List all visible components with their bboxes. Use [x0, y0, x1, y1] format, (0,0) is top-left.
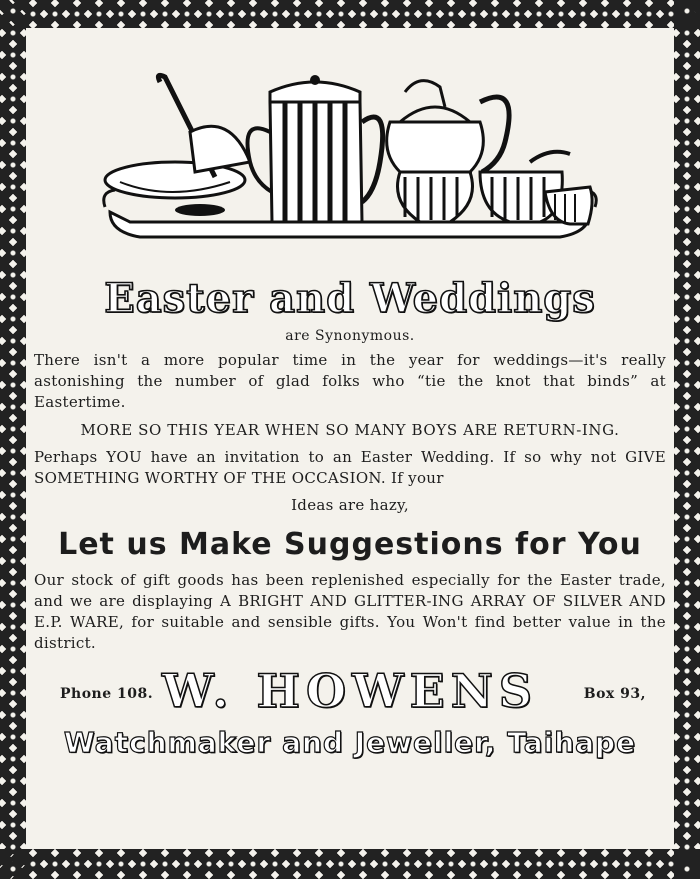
paragraph-ideas-hazy: Ideas are hazy, [291, 496, 409, 514]
paragraph-boys-returning: MORE SO THIS YEAR WHEN SO MANY BOYS ARE RETURN-ING. [80, 421, 620, 439]
silverware-tray-illustration [100, 62, 600, 262]
phone-number: Phone 108. [60, 686, 154, 702]
ornamental-border-left [0, 0, 26, 879]
ornamental-border-bottom [0, 849, 700, 879]
paragraph-weddings: There isn't a more popular time in the year for weddings—it's really astonishing the number of glad folks who “tie the knot that binds” at Eastertime. [34, 351, 666, 411]
box-number: Box 93, [583, 686, 646, 702]
call-to-action: Let us Make Suggestions for You [58, 527, 642, 562]
firm-name: W. HOWENS [161, 664, 539, 718]
firm-row [34, 664, 666, 724]
subheadline: are Synonymous. [285, 328, 415, 344]
ad-content [34, 40, 666, 759]
paragraph-invitation: Perhaps YOU have an invitation to an Easter Wedding. If so why not GIVE SOMETHING WORTHY OF THE OCCASION. If your [34, 448, 666, 487]
headline: Easter and Weddings [104, 275, 596, 322]
ornamental-border-right [674, 0, 700, 879]
paragraph-stock: Our stock of gift goods has been replenished especially for the Easter trade, and we are displaying A BRIGHT AND GLITTER-ING ARRAY OF SILVER AND E.P. WARE, for suitable and sensible gifts. You Won't find better value in the district. [34, 571, 666, 652]
trade-line: Watchmaker and Jeweller, Taihape [63, 726, 637, 759]
ornamental-border-top [0, 0, 700, 28]
